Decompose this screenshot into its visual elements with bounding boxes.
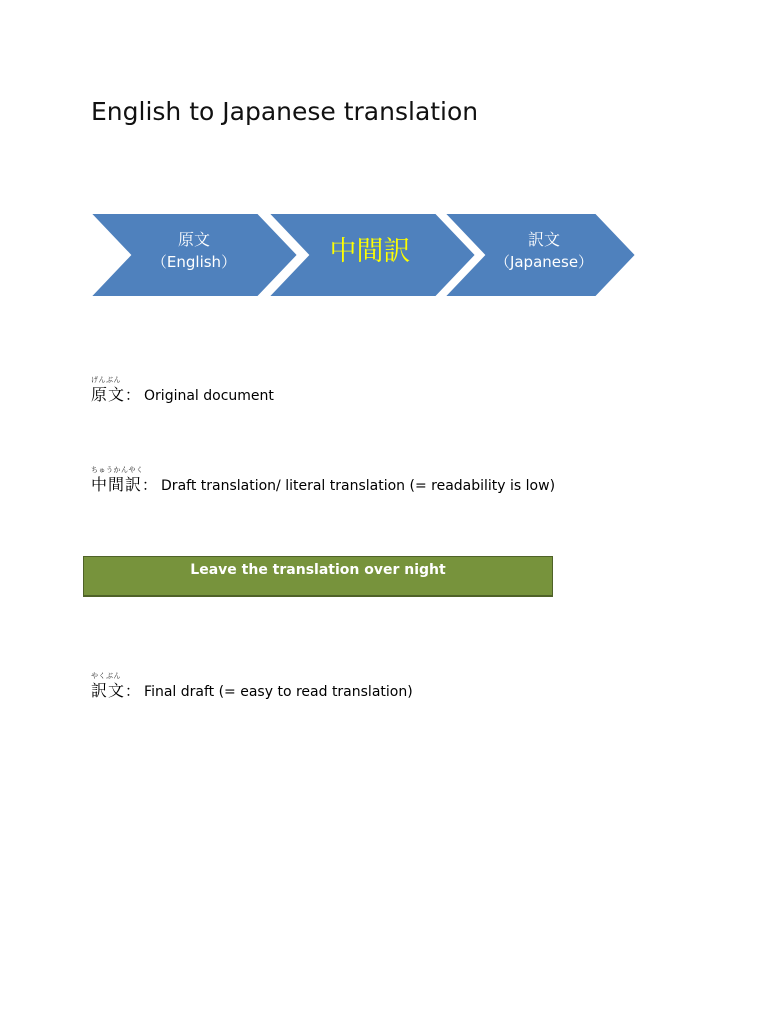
term-genbun <box>91 376 274 406</box>
term-definition: Final draft (= easy to read translation) <box>144 684 413 700</box>
step-1-english: （English） <box>151 253 237 271</box>
term-kanji: 訳文 <box>91 681 126 700</box>
step-3-japanese: 訳文 <box>527 230 560 249</box>
banner-text: Leave the translation over night <box>190 562 446 578</box>
page-title: English to Japanese translation <box>91 97 479 126</box>
overnight-banner <box>83 556 553 596</box>
step-2-label: 中間訳 <box>329 236 411 267</box>
term-colon: ： <box>125 386 141 404</box>
step-1-label <box>134 229 254 273</box>
step-3-label <box>480 229 608 273</box>
furigana: ちゅうかんやく <box>91 466 144 474</box>
furigana: げんぶん <box>91 376 121 384</box>
term-chukanyaku <box>91 466 555 496</box>
term-colon: ： <box>142 476 158 494</box>
step-3-english: （Japanese） <box>494 253 594 271</box>
translation-flow-diagram <box>88 209 648 301</box>
term-yakubun <box>91 672 413 702</box>
term-kanji: 中間訳 <box>91 475 143 494</box>
term-definition: Draft translation/ literal translation (= readability is low) <box>161 478 556 494</box>
term-colon: ： <box>125 682 141 700</box>
furigana: やくぶん <box>91 672 121 680</box>
term-definition: Original document <box>144 388 274 404</box>
step-1-japanese: 原文 <box>177 230 210 249</box>
term-kanji: 原文 <box>91 385 126 404</box>
